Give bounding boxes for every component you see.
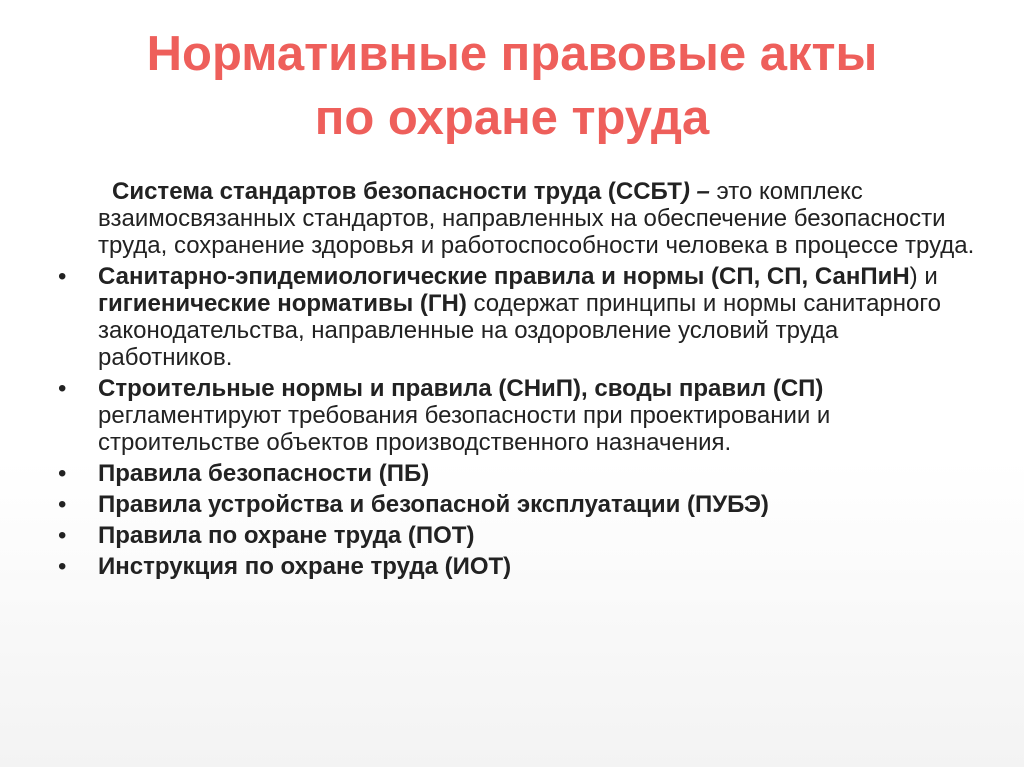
list-item-text: Правила безопасности (ПБ) — [98, 460, 430, 487]
title-line-2: по охране труда — [314, 91, 710, 145]
list-item-text — [98, 375, 978, 456]
intro-term-tail: ) – — [681, 178, 710, 205]
bullet-icon: • — [58, 263, 67, 290]
intro-term: Система стандартов безопасности труда (ССБТ — [112, 178, 682, 205]
bullet-icon: • — [58, 491, 67, 518]
list-item — [58, 522, 978, 549]
list-item-text — [98, 263, 978, 371]
list-item-bold: гигиенические нормативы (ГН) — [98, 290, 467, 317]
intro-paragraph — [58, 178, 978, 259]
list-item-normal: регламентируют требования безопасности при проектировании и строительстве объектов производственного назначения. — [98, 402, 831, 456]
bullet-icon: • — [58, 553, 67, 580]
title-line-1: Нормативные правовые акты — [146, 27, 878, 81]
slide-title — [40, 22, 984, 150]
list-item-text: Правила по охране труда (ПОТ) — [98, 522, 475, 549]
list-item — [58, 460, 978, 487]
bullet-icon: • — [58, 522, 67, 549]
bullet-icon: • — [58, 460, 67, 487]
content-body — [58, 178, 978, 584]
list-item-normal: содержат принципы и нормы санитарного законодательства, направленные на оздоровление условий труда работников. — [98, 290, 941, 371]
list-item-text: Инструкция по охране труда (ИОТ) — [98, 553, 512, 580]
bullet-icon: • — [58, 375, 67, 402]
list-item-normal: ) и — [909, 263, 938, 290]
list-item-bold: Санитарно-эпидемиологические правила и нормы (СП, СП, СанПиН — [98, 263, 910, 290]
list-item — [58, 375, 978, 456]
list-item-text: Правила устройства и безопасной эксплуатации (ПУБЭ) — [98, 491, 769, 518]
list-item — [58, 553, 978, 580]
list-item — [58, 491, 978, 518]
list-item-bold: Строительные нормы и правила (СНиП), своды правил (СП) — [98, 375, 824, 402]
list-item — [58, 263, 978, 371]
intro-text: это комплекс взаимосвязанных стандартов, направленных на обеспечение безопасности труда, сохранение здоровья и работоспособности человека в процессе труда. — [98, 178, 975, 259]
